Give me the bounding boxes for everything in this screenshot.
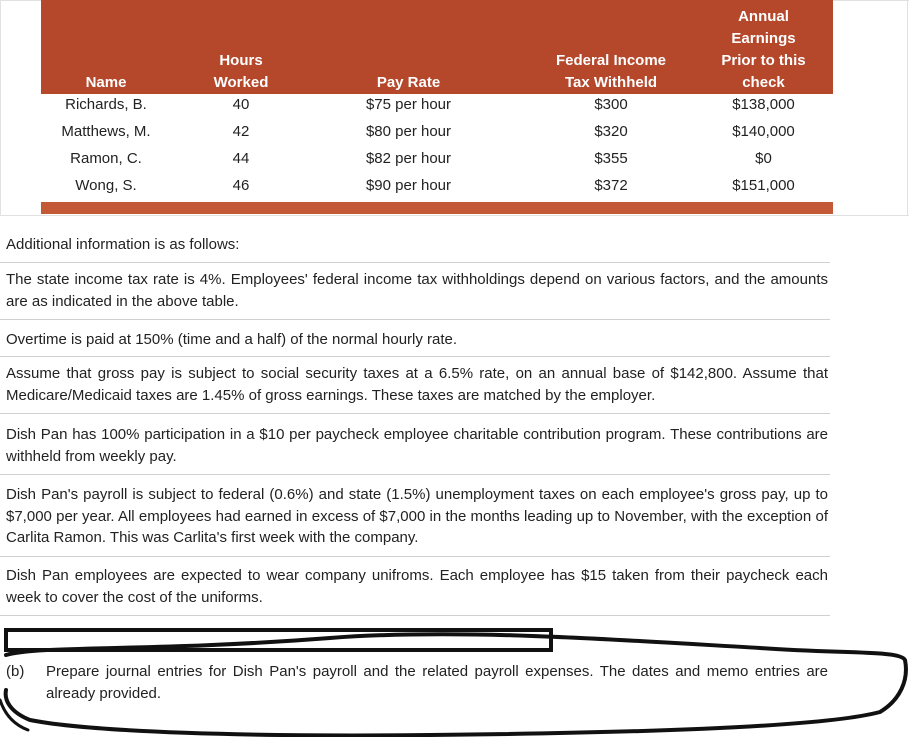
pay-rate: $82 per hour <box>365 150 452 167</box>
hours-worked: 40 <box>232 96 250 113</box>
hours-worked: 42 <box>232 123 250 140</box>
header-annual-earnings: Annual Earnings Prior to this check <box>721 8 806 91</box>
pay-rate: $80 per hour <box>365 123 452 140</box>
federal-tax-withheld: $372 <box>594 177 628 194</box>
hours-worked: 46 <box>232 177 250 194</box>
employee-name: Ramon, C. <box>70 150 142 167</box>
annual-earnings: $151,000 <box>732 177 795 194</box>
question-label: (b) <box>6 663 25 680</box>
info-uniforms: Dish Pan employees are expected to wear company unifroms. Each employee has $15 taken from their paycheck each week to cover the cost of the uniforms. <box>6 567 828 606</box>
employee-name: Wong, S. <box>75 177 137 194</box>
pay-rate: $75 per hour <box>365 96 452 113</box>
info-unemployment: Dish Pan's payroll is subject to federal (0.6%) and state (1.5%) unemployment taxes on each employee's gross pay, up to $7,000 per year. All employees had earned in excess of $7,000 in the months leading up to November, with the exception of Carlita Ramon. This was Carlita's first week with the company. <box>6 486 828 546</box>
hours-worked: 44 <box>232 150 250 167</box>
info-intro: Additional information is as follows: <box>6 236 240 253</box>
header-hours-worked: Hours Worked <box>213 52 269 91</box>
info-charity: Dish Pan has 100% participation in a $10 per paycheck employee charitable contribution program. These contributions are withheld from weekly pay. <box>6 426 828 465</box>
question-text: Prepare journal entries for Dish Pan's payroll and the related payroll expenses. The dates and memo entries are already provided. <box>46 663 828 702</box>
header-name: Name <box>85 74 127 91</box>
info-state-tax: The state income tax rate is 4%. Employees' federal income tax withholdings depend on various factors, and the amounts are as indicated in the above table. <box>6 271 828 310</box>
employee-name: Richards, B. <box>65 96 147 113</box>
employee-name: Matthews, M. <box>61 123 151 140</box>
federal-tax-withheld: $320 <box>594 123 628 140</box>
header-pay-rate: Pay Rate <box>376 74 441 91</box>
federal-tax-withheld: $300 <box>594 96 628 113</box>
federal-tax-withheld: $355 <box>594 150 628 167</box>
pay-rate: $90 per hour <box>365 177 452 194</box>
info-social-security: Assume that gross pay is subject to social security taxes at a 6.5% rate, on an annual base of $142,800. Assume that Medicare/Medicaid taxes are 1.45% of gross earnings. These taxes are matched by the employer. <box>6 365 828 404</box>
header-federal-tax: Federal Income Tax Withheld <box>555 52 667 91</box>
annual-earnings: $138,000 <box>732 96 795 113</box>
annual-earnings: $140,000 <box>732 123 795 140</box>
annual-earnings: $0 <box>755 150 772 167</box>
info-overtime: Overtime is paid at 150% (time and a half) of the normal hourly rate. <box>6 331 458 348</box>
